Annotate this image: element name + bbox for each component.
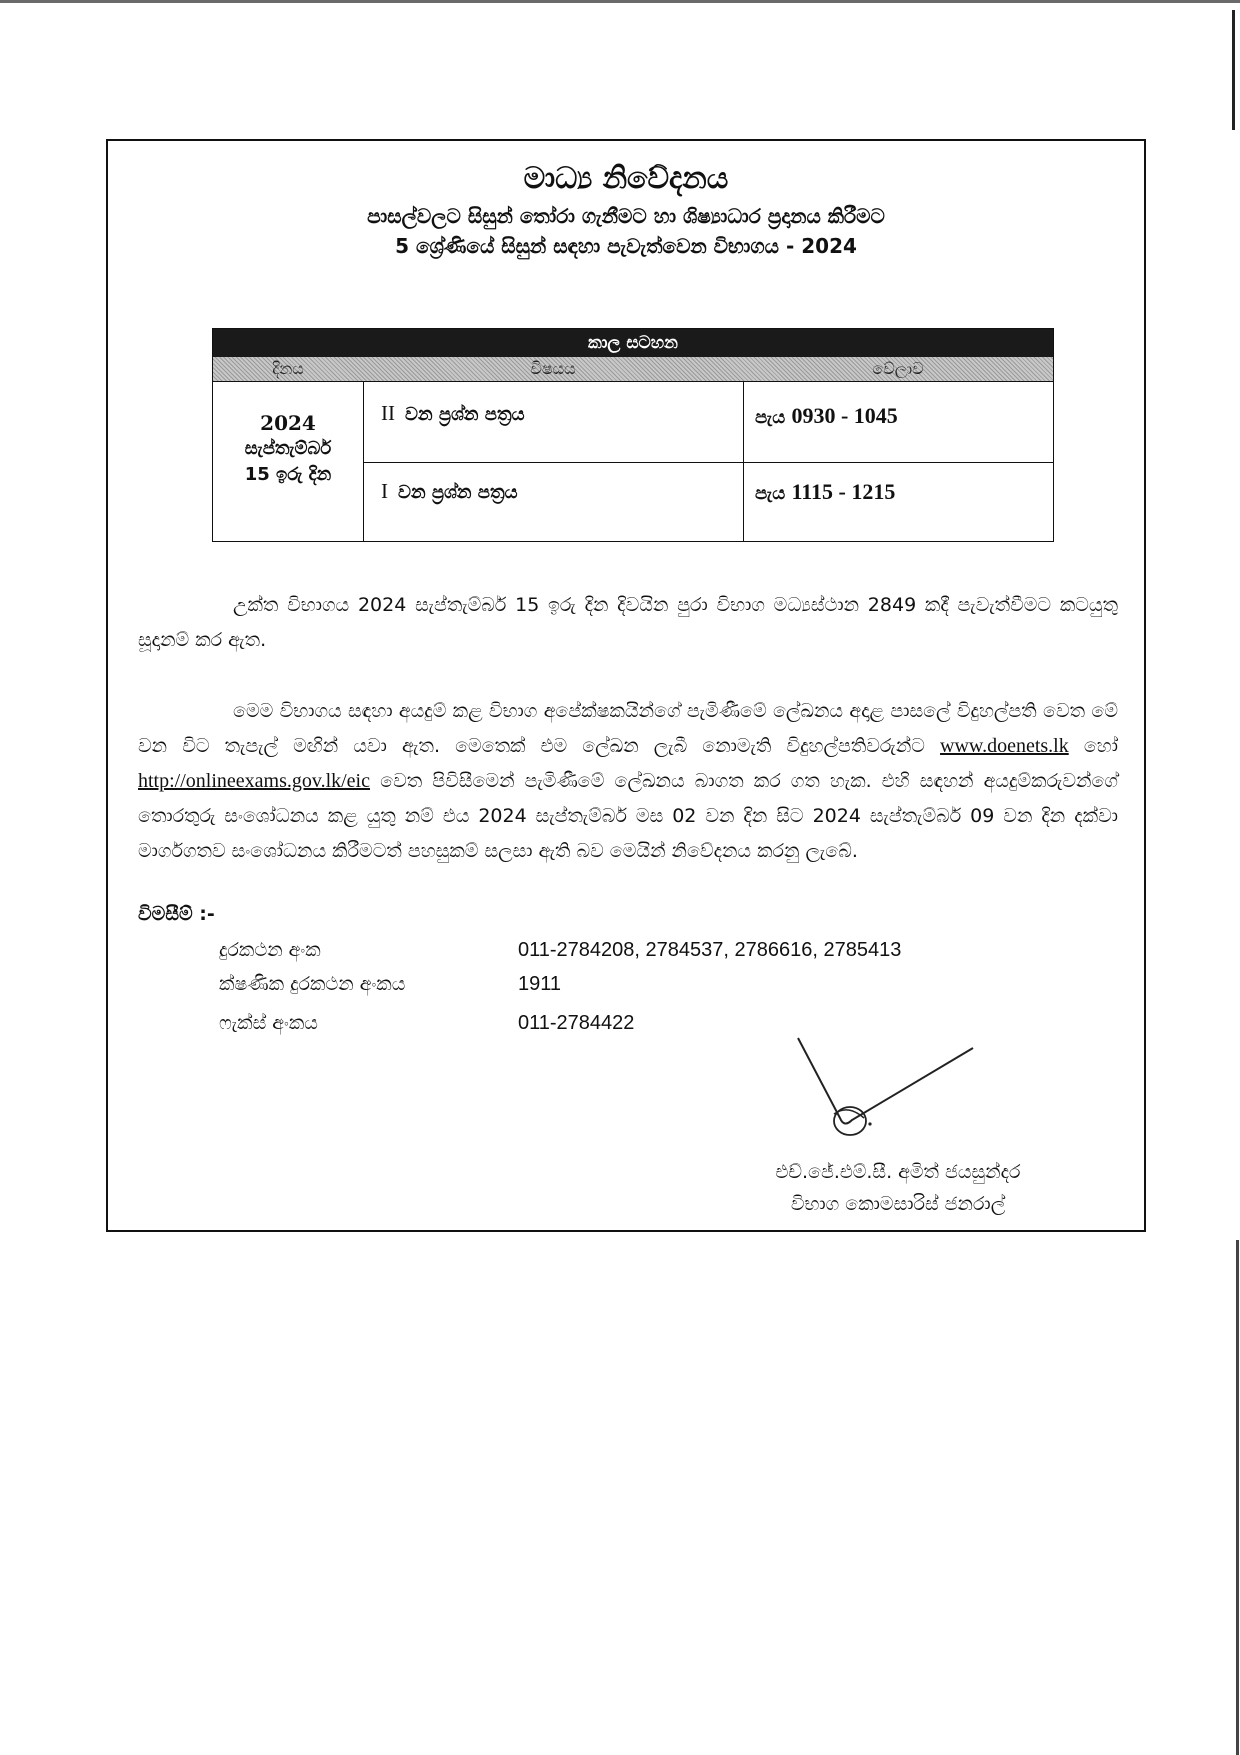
contact-value-phone: 011-2784208, 2784537, 2786616, 2785413: [518, 939, 902, 961]
paragraph-2-or: හෝ: [1083, 735, 1118, 757]
schedule-row-paper: [381, 479, 518, 504]
time-prefix: පැය: [755, 407, 786, 428]
schedule-row-time: [755, 479, 895, 505]
paper-number: I: [381, 479, 388, 503]
signatory-title: විභාග කොමසාරිස් ජනරාල්: [790, 1193, 1006, 1215]
contact-label-hotline: ක්ෂණික දුරකථන අංකය: [219, 973, 406, 995]
column-time: වේලාව: [872, 359, 924, 378]
time-range: 1115 - 1215: [791, 479, 896, 504]
inquiries-label: විමසීම් :-: [138, 903, 215, 925]
contact-label-fax: ෆැක්ස් අංකය: [219, 1012, 318, 1034]
paragraph-1-text: උක්ත විභාගය 2024 සැප්තැම්බර් 15 ඉරු දින දිවයින පුරා විභාග මධ්‍යස්ථාන 2849 කදී පැවැත්වීමට කටයුතු සූදානම් කර ඇත.: [138, 594, 1118, 651]
paragraph-2-part-2: වෙත පිවිසීමෙන් පැමිණීමේ ලේඛනය බාගත කර ගත හැක. එහි සඳහන් අයදුම්කරුවන්ගේ තොරතුරු සංශෝධනය කළ යුතු නම් එය 2024 සැප්තැම්බර් මස 02 වන දින සිට 2024 සැප්තැම්බර් 09 වන දින දක්වා මාර්ගගතව සංශෝධනය කිරීමටත් පහසුකම් සලසා ඇති බව මෙයින් නිවේදනය කරනු ලැබේ.: [138, 770, 1118, 862]
schedule-row-time: [755, 403, 898, 429]
date-year: 2024: [260, 411, 316, 435]
date-day: 15 ඉරු දින: [244, 464, 332, 485]
row-divider: [363, 462, 1053, 463]
schedule-column-header: [213, 357, 1053, 382]
column-date: දිනය: [272, 359, 304, 378]
column-subject: විෂයය: [530, 359, 576, 378]
signatory-name: එච්.ජේ.එම්.සී. අමිත් ජයසුන්දර: [775, 1161, 1021, 1183]
schedule-title: කාල සටහන: [213, 329, 1053, 357]
paper-label: වන ප්‍රශ්න පත්‍රය: [398, 482, 518, 503]
schedule-row-paper: [381, 401, 525, 426]
contact-label-phone: දුරකථන අංක: [219, 939, 321, 961]
notice-frame: [106, 139, 1146, 1232]
schedule-table: [212, 328, 1054, 542]
scan-edge-right: [1232, 10, 1235, 130]
paragraph-1: [138, 588, 1118, 658]
scan-edge-right-lower: [1236, 1240, 1239, 1755]
contact-value-fax: 011-2784422: [518, 1012, 635, 1034]
time-range: 0930 - 1045: [791, 403, 898, 428]
scan-edge-top: [0, 0, 1240, 3]
paragraph-2-part-1: මෙම විභාගය සඳහා අයදුම් කළ විභාග අපේක්ෂකයින්ගේ පැමිණීමේ ලේඛනය අදාළ පාසලේ විදුහල්පති වෙත මේ වන විට තැපැල් මඟින් යවා ඇත. මෙතෙක් එම ලේඛන ලැබී නොමැති විදුහල්පතිවරුන්ට: [138, 700, 1118, 757]
paragraph-2: [138, 694, 1118, 869]
page-title: මාධ්‍ය නිවේදනය: [523, 161, 729, 196]
signature-image: [748, 1026, 988, 1166]
link-onlineexams[interactable]: http://onlineexams.gov.lk/eic: [138, 770, 370, 792]
paper-number: II: [381, 401, 395, 425]
link-doenets[interactable]: www.doenets.lk: [940, 735, 1069, 757]
subtitle-line-2: 5 ශ්‍රේණියේ සිසුන් සඳහා පැවැත්වෙන විභාගය - 2024: [395, 234, 857, 258]
contact-value-hotline: 1911: [518, 973, 562, 995]
paper-label: වන ප්‍රශ්න පත්‍රය: [405, 404, 525, 425]
subtitle-line-1: පාසල්වලට සිසුන් තෝරා ගැනීමට හා ශිෂ්‍යාධාර ප්‍රදානය කිරීමට: [367, 204, 885, 228]
schedule-date-cell: [213, 382, 363, 542]
time-prefix: පැය: [755, 483, 786, 504]
date-month: සැප්තැම්බර්: [244, 438, 332, 459]
